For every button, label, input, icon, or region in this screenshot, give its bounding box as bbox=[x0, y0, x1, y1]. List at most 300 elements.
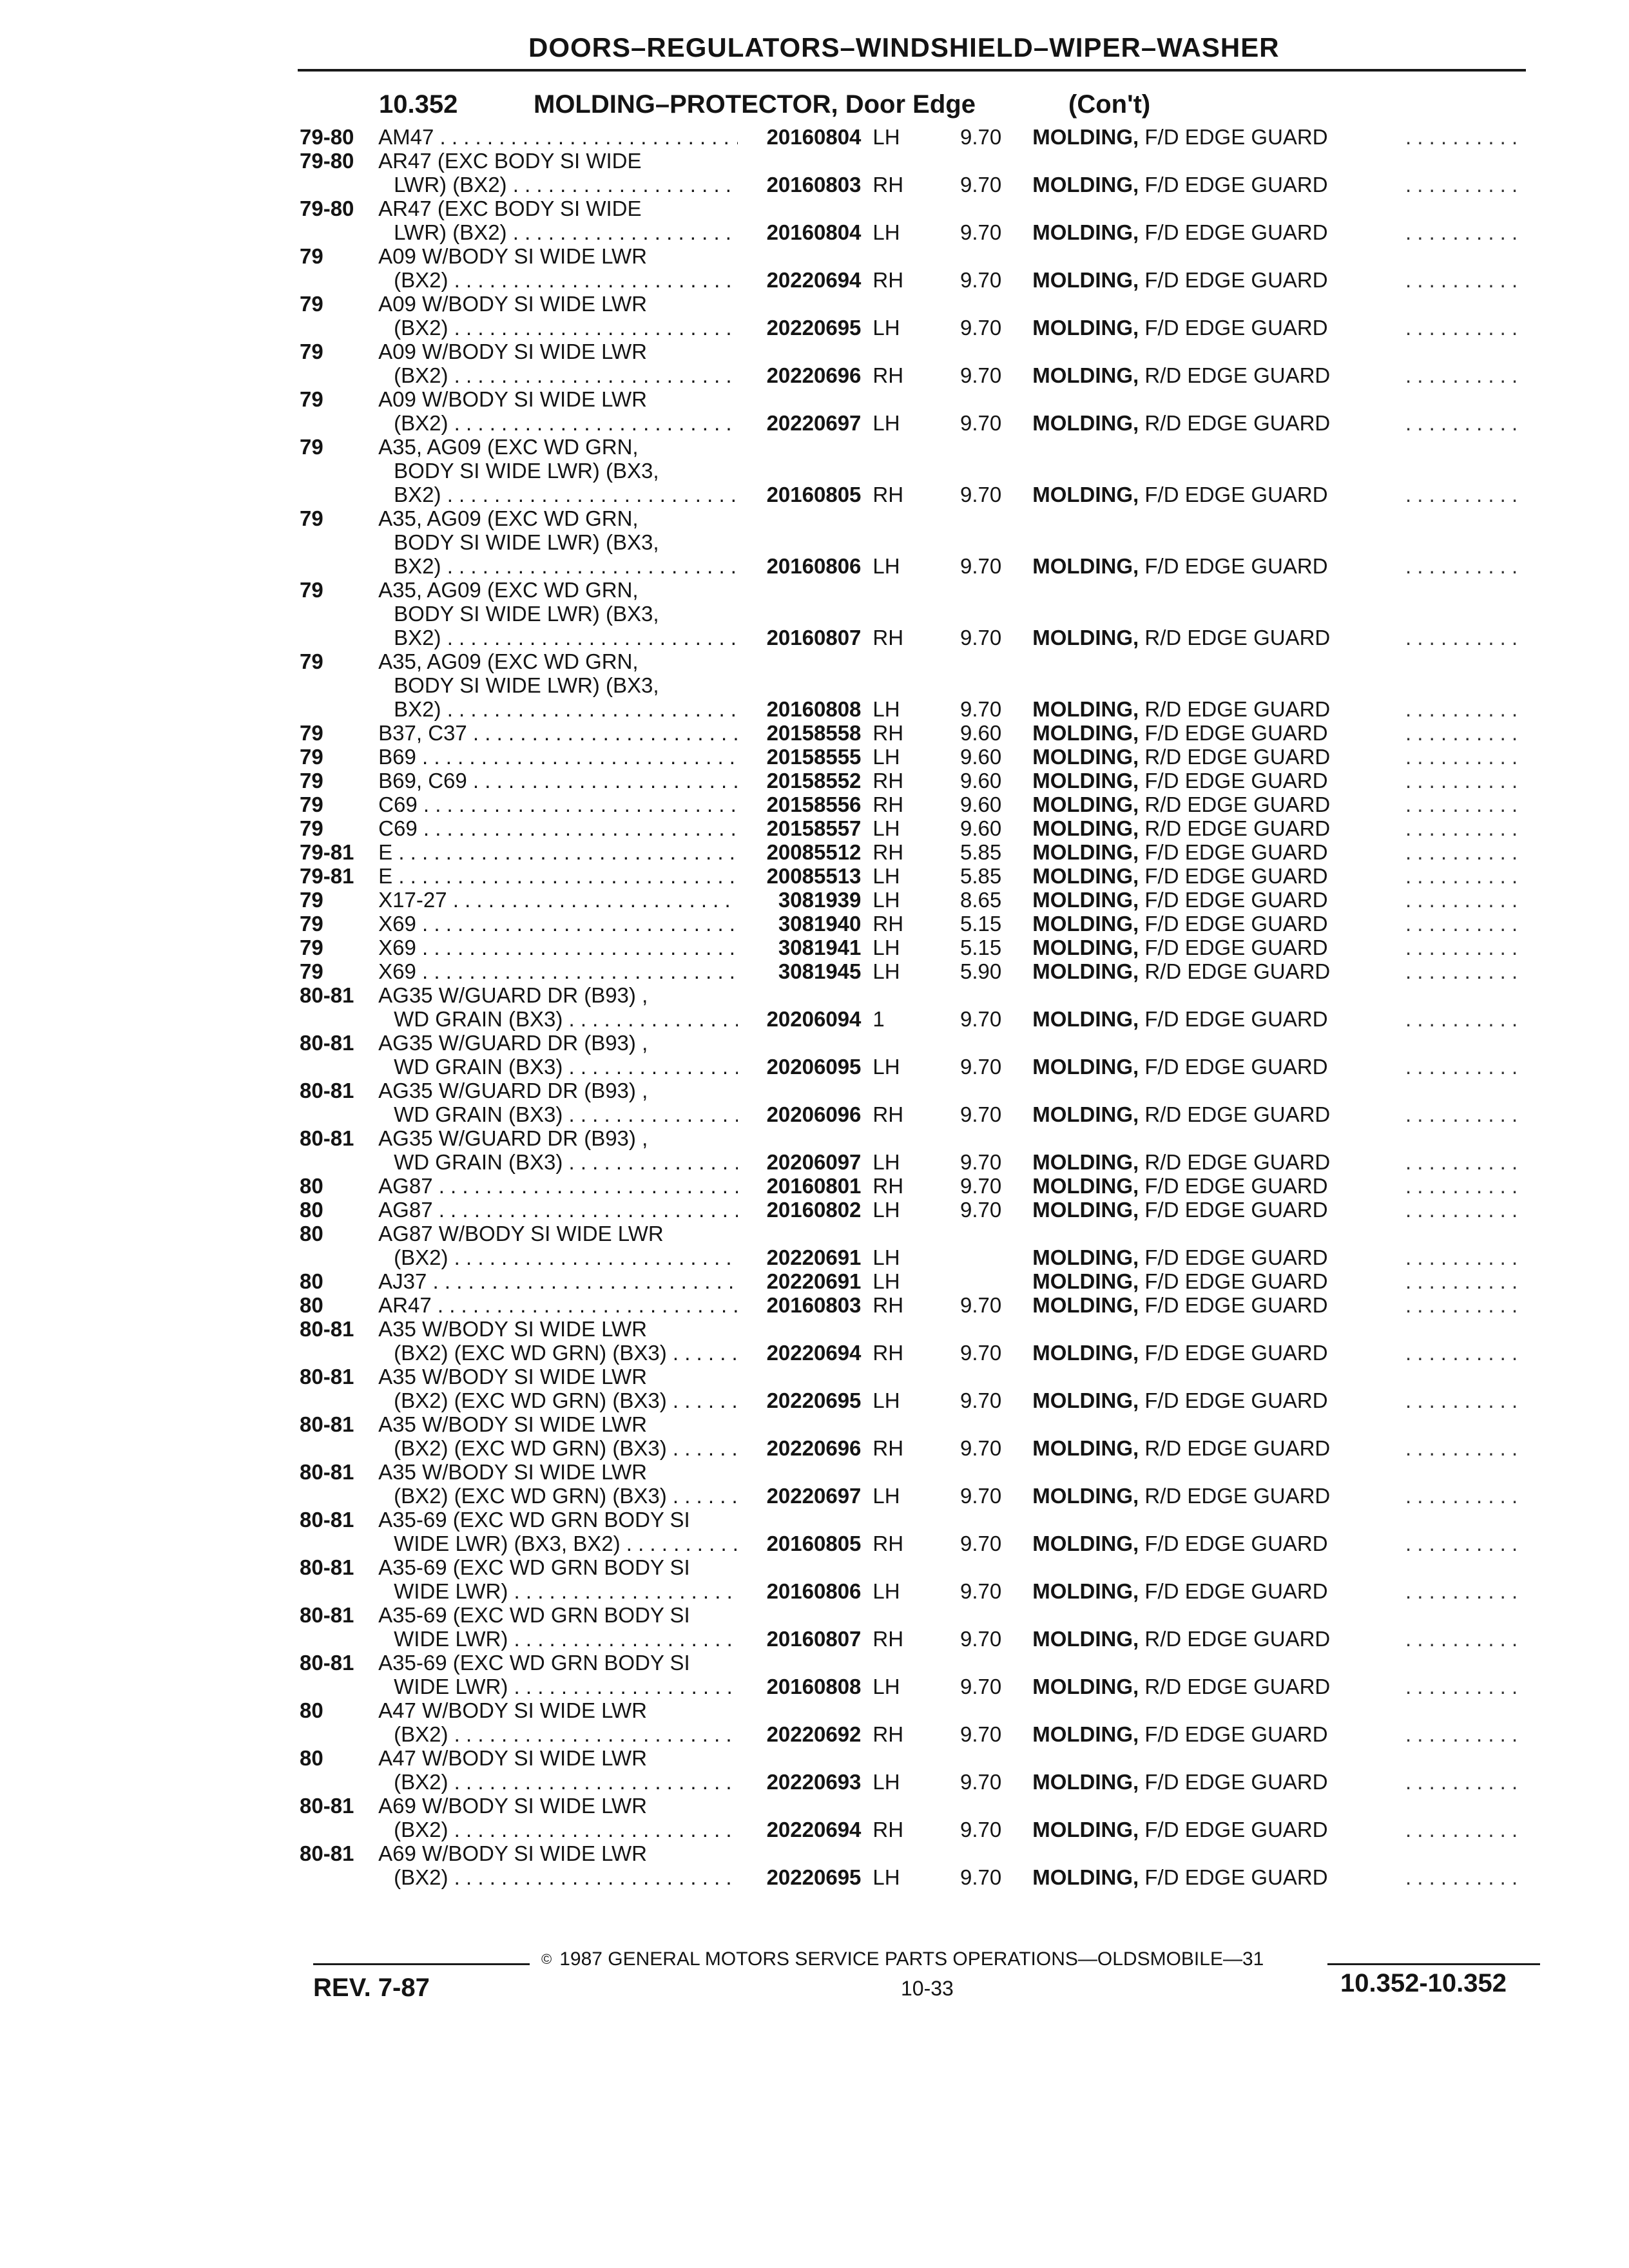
model-year: 80-81 bbox=[300, 1079, 354, 1102]
part-name-noun: MOLDING, bbox=[1032, 1770, 1139, 1794]
part-number: 20160806 bbox=[766, 554, 862, 578]
description-line: AR47 . . . bbox=[378, 1293, 738, 1317]
dot-leader: . . . . . . . . . . bbox=[1405, 888, 1518, 912]
model-year: 80 bbox=[300, 1198, 323, 1222]
side-code: LH bbox=[872, 125, 900, 149]
part-name bbox=[1001, 578, 1393, 649]
section-number: 10.352 bbox=[379, 90, 458, 119]
description-line: LWR) (BX2) . . . bbox=[378, 220, 738, 244]
model-description bbox=[378, 292, 738, 340]
model-year: 79 bbox=[300, 888, 323, 912]
description-line: AM47 . . . bbox=[378, 125, 738, 149]
part-name-noun: MOLDING, bbox=[1032, 268, 1139, 292]
description-line: WD GRAIN (BX3) . . . bbox=[378, 1055, 738, 1079]
description-line: (BX2) . . . bbox=[378, 1245, 738, 1269]
part-name-detail: F/D EDGE GUARD bbox=[1144, 912, 1328, 936]
dot-leader: . . . . . . . . . . bbox=[1405, 268, 1518, 292]
part-name bbox=[1001, 1031, 1393, 1079]
table-row bbox=[300, 912, 1537, 936]
dot-leader: . . . . . . . . . . bbox=[1405, 1722, 1518, 1746]
model-description bbox=[378, 1031, 738, 1079]
price: 5.90 bbox=[960, 959, 1002, 983]
table-row bbox=[300, 983, 1537, 1031]
footer-rule-left bbox=[313, 1963, 530, 1965]
description-line: (BX2) . . . bbox=[378, 411, 738, 435]
part-name-noun: MOLDING, bbox=[1032, 888, 1139, 912]
model-year: 79 bbox=[300, 912, 323, 936]
part-name-detail: F/D EDGE GUARD bbox=[1144, 936, 1328, 959]
model-year: 80-81 bbox=[300, 1841, 354, 1865]
part-number: 3081940 bbox=[778, 912, 862, 936]
side-code: LH bbox=[872, 1770, 900, 1794]
side-code: RH bbox=[872, 483, 904, 506]
price: 9.70 bbox=[960, 125, 1002, 149]
model-description bbox=[378, 1126, 738, 1174]
dot-leader: . . . . . . . . . . bbox=[1405, 769, 1518, 793]
section-continued: (Con't) bbox=[1068, 90, 1151, 119]
model-description bbox=[378, 149, 738, 197]
description-line: A35, AG09 (EXC WD GRN, bbox=[378, 506, 639, 530]
description-line: WIDE LWR) (BX3, BX2) . . . bbox=[378, 1532, 738, 1555]
description-line: WIDE LWR) . . . bbox=[378, 1579, 738, 1603]
side-code: LH bbox=[872, 1675, 900, 1698]
part-number: 3081941 bbox=[778, 936, 862, 959]
dot-leader: . . . . . . . . . . bbox=[1405, 1532, 1518, 1555]
part-name-noun: MOLDING, bbox=[1032, 745, 1139, 769]
part-name-detail: F/D EDGE GUARD bbox=[1144, 1269, 1328, 1293]
price: 9.70 bbox=[960, 363, 1002, 387]
side-code: LH bbox=[872, 554, 900, 578]
part-name bbox=[1001, 769, 1393, 793]
description-line: (BX2) (EXC WD GRN) (BX3) . . . bbox=[378, 1436, 738, 1460]
price: 9.70 bbox=[960, 1722, 1002, 1746]
part-name-detail: F/D EDGE GUARD bbox=[1144, 1770, 1328, 1794]
part-number: 20160807 bbox=[766, 626, 862, 649]
model-year: 80-81 bbox=[300, 1508, 354, 1532]
side-code: RH bbox=[872, 1627, 904, 1651]
price: 9.70 bbox=[960, 483, 1002, 506]
table-row bbox=[300, 340, 1537, 387]
model-year: 79 bbox=[300, 793, 323, 816]
dot-leader: . . . . . . . . . . bbox=[1405, 1245, 1518, 1269]
part-name bbox=[1001, 959, 1393, 983]
table-row bbox=[300, 959, 1537, 983]
model-description bbox=[378, 840, 738, 864]
model-year: 79 bbox=[300, 244, 323, 268]
part-number: 20206094 bbox=[766, 1007, 862, 1031]
table-row bbox=[300, 1365, 1537, 1412]
description-line: (BX2) . . . bbox=[378, 316, 738, 340]
model-description bbox=[378, 125, 738, 149]
table-row bbox=[300, 1794, 1537, 1841]
part-name-noun: MOLDING, bbox=[1032, 1245, 1139, 1269]
description-line: BODY SI WIDE LWR) (BX3, bbox=[394, 459, 659, 483]
description-line: B69, C69 . . . bbox=[378, 769, 738, 793]
side-code: RH bbox=[872, 793, 904, 816]
description-line: WD GRAIN (BX3) . . . bbox=[378, 1150, 738, 1174]
footer-section-range: 10.352-10.352 bbox=[1340, 1969, 1507, 1997]
table-row bbox=[300, 1126, 1537, 1174]
part-number: 20206095 bbox=[766, 1055, 862, 1079]
model-year: 79 bbox=[300, 506, 323, 530]
part-number: 20158558 bbox=[766, 721, 862, 745]
dot-leader: . . . . . . . . . . bbox=[1405, 721, 1518, 745]
description-line: AG35 W/GUARD DR (B93) , bbox=[378, 983, 648, 1007]
table-row bbox=[300, 1460, 1537, 1508]
description-line: WIDE LWR) . . . bbox=[378, 1627, 738, 1651]
dot-leader: . . . . . . . . . . bbox=[1405, 1198, 1518, 1222]
table-row bbox=[300, 1269, 1537, 1293]
table-row bbox=[300, 888, 1537, 912]
part-number: 20160805 bbox=[766, 1532, 862, 1555]
part-number: 20206097 bbox=[766, 1150, 862, 1174]
part-name bbox=[1001, 816, 1393, 840]
part-name-noun: MOLDING, bbox=[1032, 1436, 1139, 1460]
part-number: 20160802 bbox=[766, 1198, 862, 1222]
description-line: (BX2) . . . bbox=[378, 1770, 738, 1794]
part-name-noun: MOLDING, bbox=[1032, 936, 1139, 959]
part-name-noun: MOLDING, bbox=[1032, 363, 1139, 387]
description-line: BODY SI WIDE LWR) (BX3, bbox=[394, 602, 659, 626]
part-number: 20220691 bbox=[766, 1245, 862, 1269]
table-row bbox=[300, 1698, 1537, 1746]
description-line: A35, AG09 (EXC WD GRN, bbox=[378, 649, 639, 673]
part-name bbox=[1001, 292, 1393, 340]
model-year: 79-80 bbox=[300, 197, 354, 220]
model-description bbox=[378, 888, 738, 912]
part-name-detail: F/D EDGE GUARD bbox=[1144, 173, 1328, 197]
description-line: X69 . . . bbox=[378, 912, 738, 936]
part-name-detail: F/D EDGE GUARD bbox=[1144, 1245, 1328, 1269]
price: 5.15 bbox=[960, 912, 1002, 936]
part-name-noun: MOLDING, bbox=[1032, 1818, 1139, 1841]
description-line: WD GRAIN (BX3) . . . bbox=[378, 1102, 738, 1126]
price: 9.70 bbox=[960, 1675, 1002, 1698]
price: 9.70 bbox=[960, 1579, 1002, 1603]
model-year: 79-81 bbox=[300, 840, 354, 864]
model-year: 80-81 bbox=[300, 1603, 354, 1627]
price: 9.60 bbox=[960, 769, 1002, 793]
part-name-detail: F/D EDGE GUARD bbox=[1144, 316, 1328, 340]
part-name-detail: R/D EDGE GUARD bbox=[1144, 1436, 1331, 1460]
table-row bbox=[300, 745, 1537, 769]
description-line: X69 . . . bbox=[378, 936, 738, 959]
part-name-noun: MOLDING, bbox=[1032, 1102, 1139, 1126]
model-year: 80-81 bbox=[300, 1365, 354, 1389]
part-name-detail: F/D EDGE GUARD bbox=[1144, 1532, 1328, 1555]
part-name bbox=[1001, 1460, 1393, 1508]
dot-leader: . . . . . . . . . . bbox=[1405, 745, 1518, 769]
part-name bbox=[1001, 387, 1393, 435]
description-line: (BX2) (EXC WD GRN) (BX3) . . . bbox=[378, 1484, 738, 1508]
part-name bbox=[1001, 1365, 1393, 1412]
part-name-detail: R/D EDGE GUARD bbox=[1144, 626, 1331, 649]
part-number: 20220695 bbox=[766, 316, 862, 340]
part-name-detail: F/D EDGE GUARD bbox=[1144, 1174, 1328, 1198]
part-number: 20220691 bbox=[766, 1269, 862, 1293]
table-row bbox=[300, 1317, 1537, 1365]
part-name bbox=[1001, 983, 1393, 1031]
model-description bbox=[378, 864, 738, 888]
description-line: A35-69 (EXC WD GRN BODY SI bbox=[378, 1651, 690, 1675]
model-description bbox=[378, 1174, 738, 1198]
description-line: X17-27 . . . bbox=[378, 888, 738, 912]
part-name bbox=[1001, 745, 1393, 769]
part-name-noun: MOLDING, bbox=[1032, 840, 1139, 864]
model-description bbox=[378, 1746, 738, 1794]
table-row bbox=[300, 840, 1537, 864]
price: 9.70 bbox=[960, 1484, 1002, 1508]
side-code: RH bbox=[872, 1341, 904, 1365]
price: 9.70 bbox=[960, 1102, 1002, 1126]
part-name-detail: R/D EDGE GUARD bbox=[1144, 1484, 1331, 1508]
model-description bbox=[378, 1841, 738, 1889]
model-year: 80 bbox=[300, 1174, 323, 1198]
part-name bbox=[1001, 1746, 1393, 1794]
model-description bbox=[378, 769, 738, 793]
side-code: 1 bbox=[872, 1007, 885, 1031]
description-line: (BX2) . . . bbox=[378, 363, 738, 387]
model-year: 80 bbox=[300, 1293, 323, 1317]
description-line: AG35 W/GUARD DR (B93) , bbox=[378, 1126, 648, 1150]
part-name-detail: F/D EDGE GUARD bbox=[1144, 1198, 1328, 1222]
model-year: 80 bbox=[300, 1746, 323, 1770]
model-description bbox=[378, 340, 738, 387]
table-row bbox=[300, 1841, 1537, 1889]
part-name bbox=[1001, 340, 1393, 387]
copyright-symbol: © bbox=[541, 1951, 552, 1967]
part-name bbox=[1001, 1293, 1393, 1317]
side-code: RH bbox=[872, 721, 904, 745]
table-row bbox=[300, 1222, 1537, 1269]
side-code: LH bbox=[872, 1245, 900, 1269]
description-line: A09 W/BODY SI WIDE LWR bbox=[378, 387, 648, 411]
model-year: 80-81 bbox=[300, 1317, 354, 1341]
price: 5.85 bbox=[960, 864, 1002, 888]
table-row bbox=[300, 1198, 1537, 1222]
part-name-noun: MOLDING, bbox=[1032, 769, 1139, 793]
side-code: RH bbox=[872, 912, 904, 936]
part-number: 20160805 bbox=[766, 483, 862, 506]
model-description bbox=[378, 1651, 738, 1698]
part-number: 20085512 bbox=[766, 840, 862, 864]
price: 5.15 bbox=[960, 936, 1002, 959]
description-line: A35 W/BODY SI WIDE LWR bbox=[378, 1460, 648, 1484]
table-row bbox=[300, 387, 1537, 435]
part-name-noun: MOLDING, bbox=[1032, 1055, 1139, 1079]
part-name-detail: F/D EDGE GUARD bbox=[1144, 769, 1328, 793]
side-code: LH bbox=[872, 745, 900, 769]
price: 9.70 bbox=[960, 626, 1002, 649]
model-year: 79 bbox=[300, 745, 323, 769]
model-year: 79 bbox=[300, 959, 323, 983]
part-name bbox=[1001, 1603, 1393, 1651]
dot-leader: . . . . . . . . . . bbox=[1405, 864, 1518, 888]
dot-leader: . . . . . . . . . . bbox=[1405, 1818, 1518, 1841]
part-number: 20220692 bbox=[766, 1722, 862, 1746]
dot-leader: . . . . . . . . . . bbox=[1405, 1865, 1518, 1889]
part-name-noun: MOLDING, bbox=[1032, 912, 1139, 936]
model-description bbox=[378, 244, 738, 292]
part-name-noun: MOLDING, bbox=[1032, 697, 1139, 721]
dot-leader: . . . . . . . . . . bbox=[1405, 959, 1518, 983]
part-name-noun: MOLDING, bbox=[1032, 721, 1139, 745]
part-name-detail: F/D EDGE GUARD bbox=[1144, 1341, 1328, 1365]
price: 9.70 bbox=[960, 411, 1002, 435]
price: 9.70 bbox=[960, 316, 1002, 340]
part-name bbox=[1001, 1079, 1393, 1126]
description-line: A47 W/BODY SI WIDE LWR bbox=[378, 1698, 648, 1722]
table-row bbox=[300, 244, 1537, 292]
dot-leader: . . . . . . . . . . bbox=[1405, 626, 1518, 649]
part-name-detail: F/D EDGE GUARD bbox=[1144, 840, 1328, 864]
part-name bbox=[1001, 1222, 1393, 1269]
description-line: BX2) . . . bbox=[378, 554, 738, 578]
part-name-detail: R/D EDGE GUARD bbox=[1144, 697, 1331, 721]
description-line: C69 . . . bbox=[378, 816, 738, 840]
table-row bbox=[300, 1174, 1537, 1198]
description-line: BODY SI WIDE LWR) (BX3, bbox=[394, 530, 659, 554]
part-name bbox=[1001, 649, 1393, 721]
description-line: AJ37 . . . bbox=[378, 1269, 738, 1293]
description-line: (BX2) (EXC WD GRN) (BX3) . . . bbox=[378, 1389, 738, 1412]
part-name bbox=[1001, 506, 1393, 578]
side-code: LH bbox=[872, 411, 900, 435]
dot-leader: . . . . . . . . . . bbox=[1405, 220, 1518, 244]
part-name-noun: MOLDING, bbox=[1032, 1007, 1139, 1031]
part-name-detail: F/D EDGE GUARD bbox=[1144, 1389, 1328, 1412]
side-code: LH bbox=[872, 1055, 900, 1079]
description-line: A69 W/BODY SI WIDE LWR bbox=[378, 1794, 648, 1818]
part-name bbox=[1001, 1174, 1393, 1198]
side-code: RH bbox=[872, 1436, 904, 1460]
part-name bbox=[1001, 936, 1393, 959]
dot-leader: . . . . . . . . . . bbox=[1405, 697, 1518, 721]
dot-leader: . . . . . . . . . . bbox=[1405, 316, 1518, 340]
part-name-noun: MOLDING, bbox=[1032, 125, 1139, 149]
description-line: A35 W/BODY SI WIDE LWR bbox=[378, 1412, 648, 1436]
side-code: RH bbox=[872, 626, 904, 649]
section-heading bbox=[0, 90, 1629, 124]
table-row bbox=[300, 292, 1537, 340]
part-name-detail: F/D EDGE GUARD bbox=[1144, 125, 1328, 149]
part-name-detail: F/D EDGE GUARD bbox=[1144, 864, 1328, 888]
part-name bbox=[1001, 435, 1393, 506]
description-line: AG87 . . . bbox=[378, 1198, 738, 1222]
part-name-noun: MOLDING, bbox=[1032, 411, 1139, 435]
parts-table bbox=[300, 125, 1537, 1889]
model-year: 80-81 bbox=[300, 983, 354, 1007]
model-description bbox=[378, 1603, 738, 1651]
part-name-detail: F/D EDGE GUARD bbox=[1144, 554, 1328, 578]
model-description bbox=[378, 649, 738, 721]
description-line: BX2) . . . bbox=[378, 626, 738, 649]
part-name-detail: F/D EDGE GUARD bbox=[1144, 1818, 1328, 1841]
price bbox=[933, 1269, 1001, 1293]
description-line: (BX2) . . . bbox=[378, 268, 738, 292]
side-code: LH bbox=[872, 959, 900, 983]
description-line: BX2) . . . bbox=[378, 483, 738, 506]
model-year: 79 bbox=[300, 721, 323, 745]
part-name bbox=[1001, 1269, 1393, 1293]
price: 9.70 bbox=[960, 1055, 1002, 1079]
model-year: 79 bbox=[300, 292, 323, 316]
part-name-noun: MOLDING, bbox=[1032, 1269, 1139, 1293]
model-year: 79-80 bbox=[300, 149, 354, 173]
description-line: A35 W/BODY SI WIDE LWR bbox=[378, 1365, 648, 1389]
part-name-noun: MOLDING, bbox=[1032, 1865, 1139, 1889]
price: 9.70 bbox=[960, 1532, 1002, 1555]
part-name bbox=[1001, 888, 1393, 912]
model-year: 80 bbox=[300, 1222, 323, 1245]
side-code: RH bbox=[872, 363, 904, 387]
description-line: AG87 W/BODY SI WIDE LWR bbox=[378, 1222, 664, 1245]
dot-leader: . . . . . . . . . . bbox=[1405, 816, 1518, 840]
table-row bbox=[300, 1651, 1537, 1698]
model-description bbox=[378, 983, 738, 1031]
side-code: LH bbox=[872, 936, 900, 959]
model-description bbox=[378, 936, 738, 959]
description-line: AR47 (EXC BODY SI WIDE bbox=[378, 197, 642, 220]
dot-leader: . . . . . . . . . . bbox=[1405, 1341, 1518, 1365]
side-code: RH bbox=[872, 1293, 904, 1317]
part-number: 20220695 bbox=[766, 1865, 862, 1889]
part-number: 20220693 bbox=[766, 1770, 862, 1794]
table-row bbox=[300, 435, 1537, 506]
dot-leader: . . . . . . . . . . bbox=[1405, 125, 1518, 149]
side-code: LH bbox=[872, 1865, 900, 1889]
part-name-noun: MOLDING, bbox=[1032, 1627, 1139, 1651]
description-line: AG87 . . . bbox=[378, 1174, 738, 1198]
part-name-noun: MOLDING, bbox=[1032, 1389, 1139, 1412]
dot-leader: . . . . . . . . . . bbox=[1405, 1389, 1518, 1412]
dot-leader: . . . . . . . . . . bbox=[1405, 1293, 1518, 1317]
part-number: 20160803 bbox=[766, 1293, 862, 1317]
table-row bbox=[300, 936, 1537, 959]
side-code: RH bbox=[872, 1174, 904, 1198]
part-name bbox=[1001, 125, 1393, 149]
part-name bbox=[1001, 1317, 1393, 1365]
description-line: A35-69 (EXC WD GRN BODY SI bbox=[378, 1555, 690, 1579]
footer-revision: REV. 7-87 bbox=[313, 1974, 430, 2002]
table-row bbox=[300, 1293, 1537, 1317]
side-code: RH bbox=[872, 840, 904, 864]
part-name bbox=[1001, 1555, 1393, 1603]
side-code: RH bbox=[872, 1532, 904, 1555]
price: 9.70 bbox=[960, 1770, 1002, 1794]
model-year: 80-81 bbox=[300, 1651, 354, 1675]
dot-leader: . . . . . . . . . . bbox=[1405, 554, 1518, 578]
model-year: 79 bbox=[300, 387, 323, 411]
part-name-detail: F/D EDGE GUARD bbox=[1144, 483, 1328, 506]
part-number: 20158556 bbox=[766, 793, 862, 816]
price: 9.60 bbox=[960, 793, 1002, 816]
price: 9.70 bbox=[960, 173, 1002, 197]
side-code: LH bbox=[872, 697, 900, 721]
description-line: LWR) (BX2) . . . bbox=[378, 173, 738, 197]
model-year: 80-81 bbox=[300, 1794, 354, 1818]
description-line: A09 W/BODY SI WIDE LWR bbox=[378, 292, 648, 316]
part-name bbox=[1001, 1841, 1393, 1889]
table-row bbox=[300, 149, 1537, 197]
table-row bbox=[300, 1603, 1537, 1651]
dot-leader: . . . . . . . . . . bbox=[1405, 793, 1518, 816]
part-name-noun: MOLDING, bbox=[1032, 864, 1139, 888]
description-line: AR47 (EXC BODY SI WIDE bbox=[378, 149, 642, 173]
model-description bbox=[378, 912, 738, 936]
model-description bbox=[378, 1222, 738, 1269]
part-number: 20160804 bbox=[766, 125, 862, 149]
